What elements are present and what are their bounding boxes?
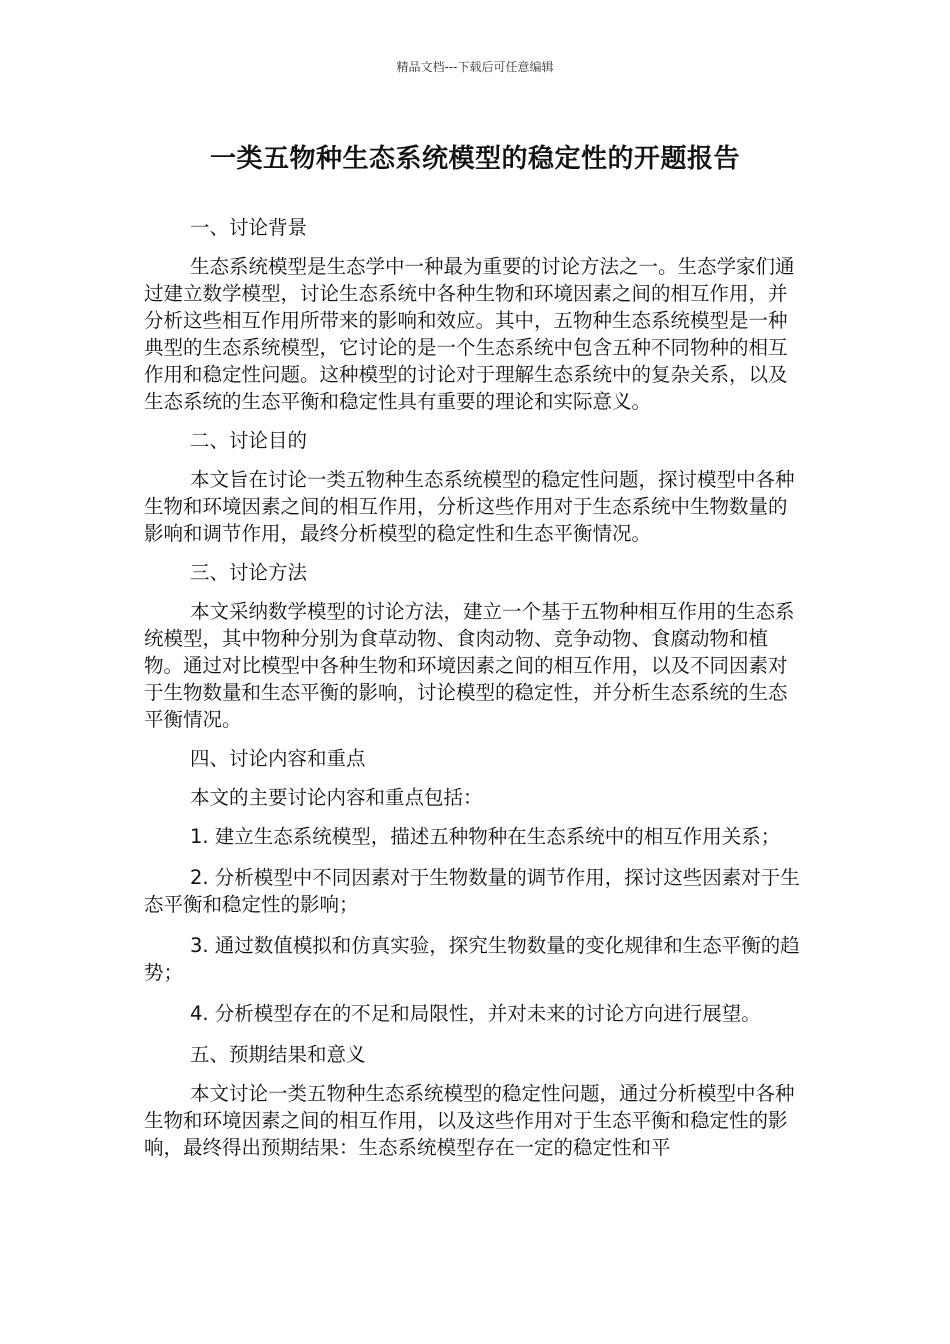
section-heading-results: 五、预期结果和意义 <box>190 1043 366 1066</box>
section-heading-method: 三、讨论方法 <box>190 561 308 584</box>
paragraph-content-intro: 本文的主要讨论内容和重点包括： <box>190 786 483 809</box>
list-item: 2. 分析模型中不同因素对于生物数量的调节作用，探讨这些因素对于生态平衡和稳定性的影响； <box>144 866 800 916</box>
document-body <box>144 214 804 1173</box>
section-heading-purpose: 二、讨论目的 <box>190 429 308 452</box>
paragraph-purpose: 本文旨在讨论一类五物种生态系统模型的稳定性问题，探讨模型中各种生物和环境因素之间的相互作用，分析这些作用对于生态系统中生物数量的影响和调节作用，最终分析模型的稳定性和生态平衡情况。 <box>144 468 795 545</box>
list-item: 1. 建立生态系统模型，描述五种物种在生态系统中的相互作用关系； <box>190 825 781 848</box>
header-note: 精品文档---下载后可任意编辑 <box>396 60 554 74</box>
section-heading-content: 四、讨论内容和重点 <box>190 747 366 770</box>
document-title: 一类五物种生态系统模型的稳定性的开题报告 <box>209 144 740 174</box>
list-item: 4. 分析模型存在的不足和局限性，并对未来的讨论方向进行展望。 <box>190 1002 761 1025</box>
paragraph-background: 生态系统模型是生态学中一种最为重要的讨论方法之一。生态学家们通过建立数学模型，讨论生态系统中各种生物和环境因素之间的相互作用，并分析这些相互作用所带来的影响和效应。其中，五物种生态系统模型是一种典型的生态系统模型，它讨论的是一个生态系统中包含五种不同物种的相互作用和稳定性问题。这种模型的讨论对于理解生态系统中的复杂关系，以及生态系统的生态平衡和稳定性具有重要的理论和实际意义。 <box>144 255 795 413</box>
list-item: 3. 通过数值模拟和仿真实验，探究生物数量的变化规律和生态平衡的趋势； <box>144 934 800 984</box>
section-heading-background: 一、讨论背景 <box>190 216 308 239</box>
paragraph-results: 本文讨论一类五物种生态系统模型的稳定性问题，通过分析模型中各种生物和环境因素之间的相互作用，以及这些作用对于生态平衡和稳定性的影响，最终得出预期结果：生态系统模型存在一定的稳定性和平 <box>144 1082 795 1159</box>
paragraph-method: 本文采纳数学模型的讨论方法，建立一个基于五物种相互作用的生态系统模型，其中物种分别为食草动物、食肉动物、竞争动物、食腐动物和植物。通过对比模型中各种生物和环境因素之间的相互作用，以及不同因素对于生物数量和生态平衡的影响，讨论模型的稳定性，并分析生态系统的生态平衡情况。 <box>144 600 795 731</box>
